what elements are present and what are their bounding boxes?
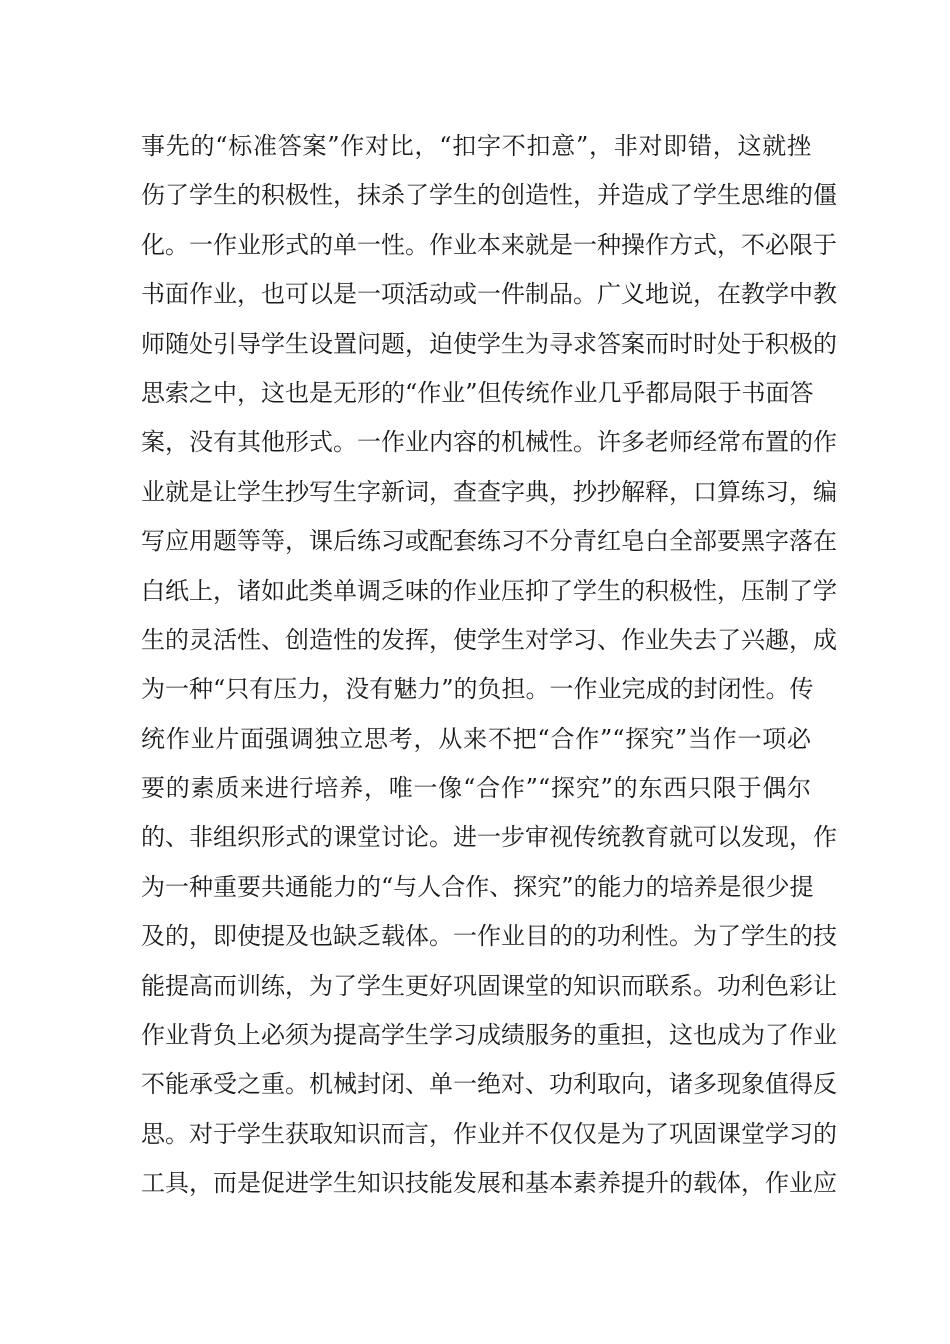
text-line: 为一种“只有压力，没有魅力”的负担。一作业完成的封闭性。传 <box>141 675 814 704</box>
text-line: 作业背负上必须为提高学生学习成绩服务的重担，这也成为了作业 <box>141 1021 837 1050</box>
text-line: 书面作业，也可以是一项活动或一件制品。广义地说，在教学中教 <box>141 280 837 309</box>
text-line: 及的，即使提及也缺乏载体。一作业目的的功利性。为了学生的技 <box>141 922 837 951</box>
text-line: 统作业片面强调独立思考，从来不把“合作”“探究”当作一项必 <box>141 724 811 753</box>
text-line: 的、非组织形式的课堂讨论。进一步审视传统教育就可以发现，作 <box>141 823 837 852</box>
text-line: 伤了学生的积极性，抹杀了学生的创造性，并造成了学生思维的僵 <box>141 181 837 210</box>
text-line: 不能承受之重。机械封闭、单一绝对、功利取向，诸多现象值得反 <box>141 1070 837 1099</box>
text-line: 生的灵活性、创造性的发挥，使学生对学习、作业失去了兴趣，成 <box>141 625 837 654</box>
text-line: 为一种重要共通能力的“与人合作、探究”的能力的培养是很少提 <box>141 872 814 901</box>
text-line: 思。对于学生获取知识而言，作业并不仅仅是为了巩固课堂学习的 <box>141 1119 837 1148</box>
text-line: 白纸上，诸如此类单调乏味的作业压抑了学生的积极性，压制了学 <box>141 576 837 605</box>
text-line: 案，没有其他形式。一作业内容的机械性。许多老师经常布置的作 <box>141 428 837 457</box>
text-line: 能提高而训练，为了学生更好巩固课堂的知识而联系。功利色彩让 <box>141 971 837 1000</box>
text-line: 师随处引导学生设置问题，迫使学生为寻求答案而时时处于积极的 <box>141 329 837 358</box>
text-line: 思索之中，这也是无形的“作业”但传统作业几乎都局限于书面答 <box>141 378 814 407</box>
text-line: 业就是让学生抄写生字新词，查查字典，抄抄解释，口算练习，编 <box>141 477 837 506</box>
text-line: 要的素质来进行培养，唯一像“合作”“探究”的东西只限于偶尔 <box>141 774 811 803</box>
text-line: 事先的“标准答案”作对比，“扣字不扣意”，非对即错，这就挫 <box>141 132 811 160</box>
text-line: 工具，而是促进学生知识技能发展和基本素养提升的载体，作业应 <box>141 1169 837 1198</box>
text-line: 写应用题等等，课后练习或配套练习不分青红皂白全部要黑字落在 <box>141 527 837 556</box>
body-text <box>141 122 837 1209</box>
text-line: 化。一作业形式的单一性。作业本来就是一种操作方式，不必限于 <box>141 230 837 259</box>
